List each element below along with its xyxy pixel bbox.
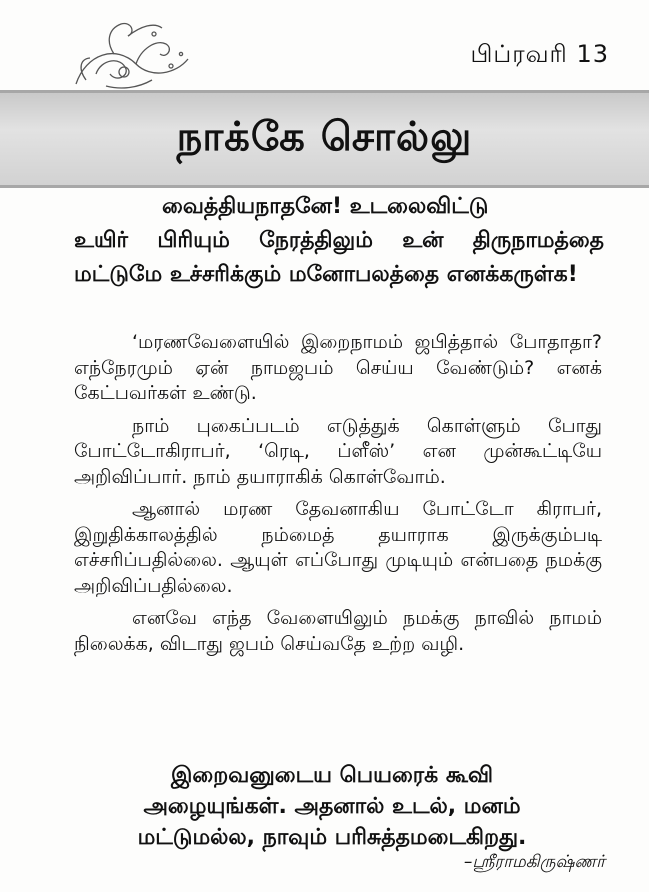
title-band xyxy=(0,90,649,188)
floral-ornament xyxy=(66,14,196,94)
prayer-first-line: வைத்தியநாதனே! உடலைவிட்டு xyxy=(162,194,489,219)
paragraph: நாம் புகைப்படம் எடுத்துக் கொள்ளும் போது போட்டோகிராபர், ‘ரெடி, ப்ளீஸ்’ என முன்கூட்டியே அறிவிப்பார். நாம் தயாராகிக் கொள்வோம். xyxy=(74,414,602,488)
article-body xyxy=(74,330,602,664)
paragraph: ஆனால் மரண தேவனாகிய போட்டோ கிராபர், இறுதிக்காலத்தில் நம்மைத் தயாராக இருக்கும்படி எச்சரிப்பதில்லை. ஆயுள் எப்போது முடியும் என்பதை நமக்கு அறிவிப்பதில்லை. xyxy=(74,498,602,597)
quote-author: –ஸ்ரீராமகிருஷ்ணர் xyxy=(463,852,605,872)
prayer-text xyxy=(74,190,604,292)
page-title: நாக்கே சொல்லு xyxy=(176,113,473,160)
prayer-rest: உயிர் பிரியும் நேரத்திலும் உன் திருநாமத்தை மட்டுமே உச்சரிக்கும் மனோபலத்தை எனக்கருள்க! xyxy=(74,228,604,287)
paragraph: ‘மரணவேளையில் இறைநாமம் ஜபித்தால் போதாதா? எந்நேரமும் ஏன் நாமஜபம் செய்ய வேண்டும்? எனக் கேட்பவர்கள் உண்டு. xyxy=(74,331,602,404)
quote-line: மட்டுமல்ல, நாவும் பரிசுத்தமடைகிறது. xyxy=(137,825,527,850)
closing-quote xyxy=(62,760,602,853)
paragraph: எனவே எந்த வேளையிலும் நமக்கு நாவில் நாமம் நிலைக்க, விடாது ஜபம் செய்வதே உற்ற வழி. xyxy=(74,607,602,655)
page-date: பிப்ரவரி 13 xyxy=(470,40,609,68)
quote-line: இறைவனுடைய பெயரைக் கூவி xyxy=(171,763,493,788)
quote-line: அழையுங்கள். அதனால் உடல், மனம் xyxy=(143,794,521,819)
